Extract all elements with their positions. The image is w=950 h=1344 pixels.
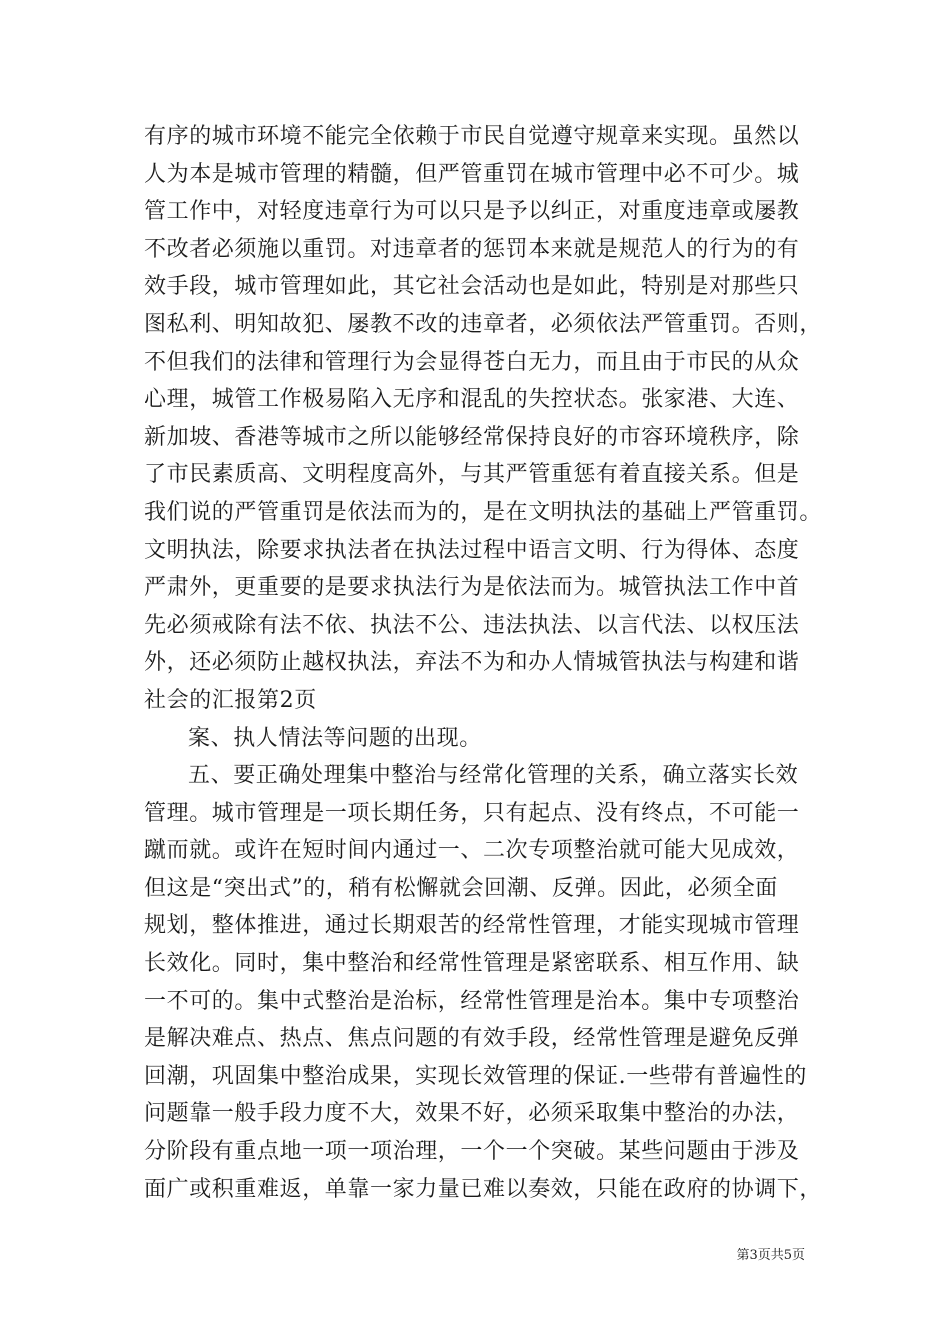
text-line: 管工作中，对轻度违章行为可以只是予以纠正，对重度违章或屡教 [144, 199, 800, 225]
text-line-indented: 案、执人情法等问题的出现。 [188, 725, 482, 751]
text-line: 回潮，巩固集中整治成果，实现长效管理的保证.一些带有普遍性的 [144, 1063, 807, 1089]
text-line: 效手段，城市管理如此，其它社会活动也是如此，特别是对那些只 [144, 274, 800, 300]
text-line: 管理。城市管理是一项长期任务，只有起点、没有终点，不可能一 [144, 800, 800, 826]
body-text [144, 118, 824, 1208]
text-line: 面广或积重难返，单靠一家力量已难以奏效，只能在政府的协调下， [144, 1176, 823, 1202]
text-line: 有序的城市环境不能完全依赖于市民自觉遵守规章来实现。虽然以 [144, 124, 800, 149]
text-line: 我们说的严管重罚是依法而为的，是在文明执法的基础上严管重罚。 [144, 499, 823, 525]
section-five-heading-line: 五、要正确处理集中整治与经常化管理的关系，确立落实长效 [188, 763, 799, 789]
text-line: 严肃外，更重要的是要求执法行为是依法而为。城管执法工作中首 [144, 575, 800, 601]
text-line: 心理，城管工作极易陷入无序和混乱的失控状态。张家港、大连、 [144, 387, 800, 413]
text-line: 文明执法，除要求执法者在执法过程中语言文明、行为得体、态度 [144, 537, 800, 563]
text-line: 先必须戒除有法不依、执法不公、违法执法、以言代法、以权压法 [144, 612, 800, 638]
text-line: 规划，整体推进，通过长期艰苦的经常性管理，才能实现城市管理 [144, 913, 800, 939]
text-line: 外，还必须防止越权执法，弃法不为和办人情城管执法与构建和谐 [144, 650, 800, 676]
page-number-footer: 第3页共5页 [736, 1248, 805, 1263]
text-line: 社会的汇报第2页 [144, 687, 317, 713]
text-line: 不改者必须施以重罚。对违章者的惩罚本来就是规范人的行为的有 [144, 236, 800, 262]
text-line: 一不可的。集中式整治是治标，经常性管理是治本。集中专项整治 [144, 988, 800, 1014]
text-line: 是解决难点、热点、焦点问题的有效手段，经常性管理是避免反弹 [144, 1026, 800, 1052]
text-line: 人为本是城市管理的精髓，但严管重罚在城市管理中必不可少。城 [144, 161, 800, 187]
text-line: 不但我们的法律和管理行为会显得苍白无力，而且由于市民的从众 [144, 349, 800, 375]
text-line: 了市民素质高、文明程度高外，与其严管重惩有着直接关系。但是 [144, 462, 800, 488]
text-line: 长效化。同时，集中整治和经常性管理是紧密联系、相互作用、缺 [144, 951, 800, 977]
text-line: 问题靠一般手段力度不大，效果不好，必须采取集中整治的办法， [144, 1101, 800, 1127]
text-line: 但这是“突出式”的，稍有松懈就会回潮、反弹。因此，必须全面 [144, 875, 778, 901]
text-line: 蹴而就。或许在短时间内通过一、二次专项整治就可能大见成效， [144, 838, 800, 864]
text-line: 新加坡、香港等城市之所以能够经常保持良好的市容环境秩序，除 [144, 424, 800, 450]
text-line: 分阶段有重点地一项一项治理，一个一个突破。某些问题由于涉及 [144, 1139, 800, 1165]
text-line: 图私利、明知故犯、屡教不改的违章者，必须依法严管重罚。否则， [144, 311, 823, 337]
